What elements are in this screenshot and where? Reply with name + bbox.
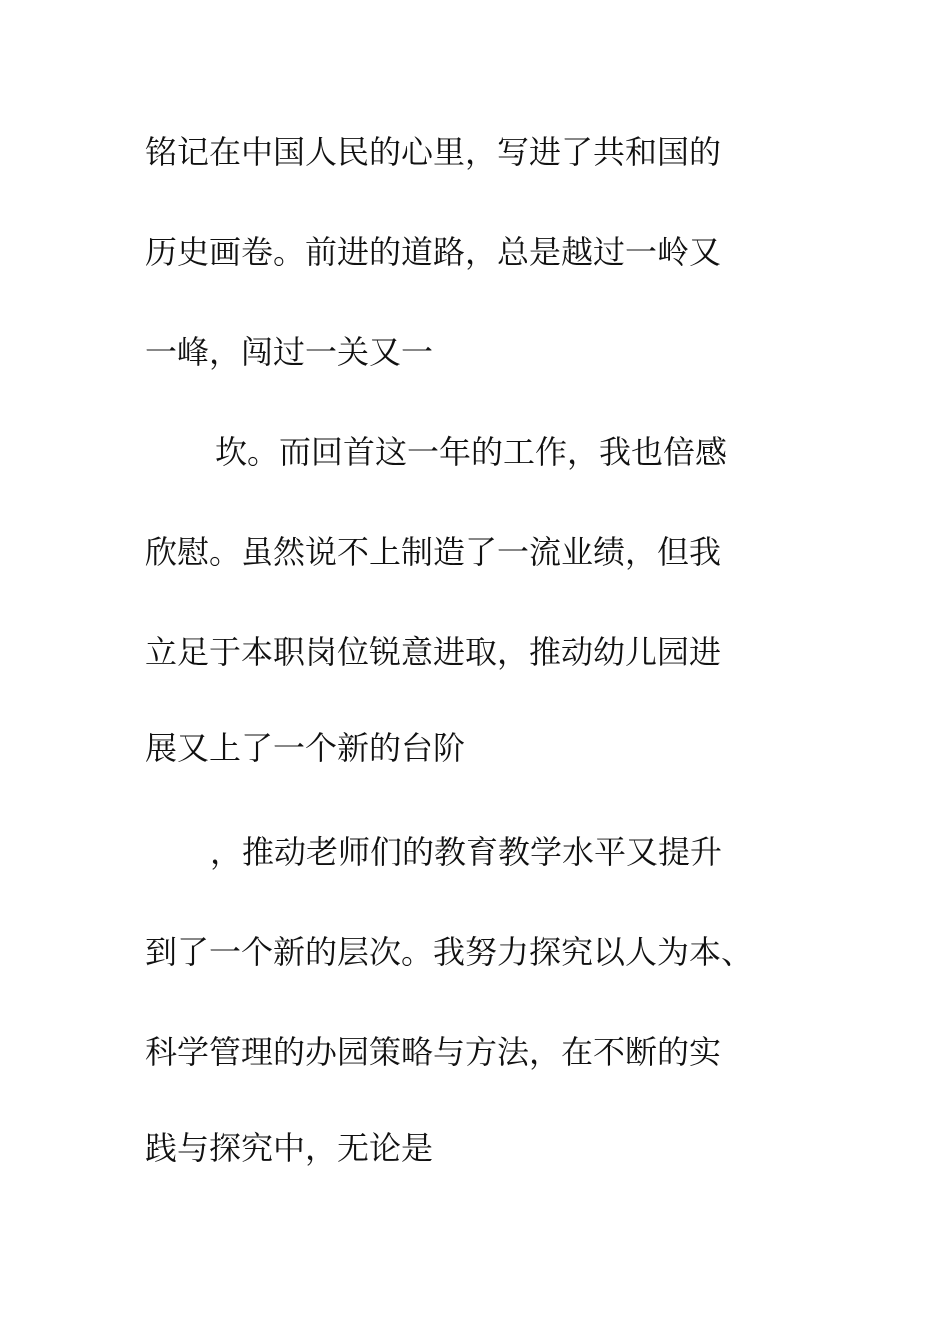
text-line-8: ，推动老师们的教育教学水平又提升: [210, 833, 723, 871]
text-line-10: 科学管理的办园策略与方法，在不断的实: [145, 1033, 722, 1071]
text-line-9: 到了一个新的层次。我努力探究以人为本、: [145, 933, 754, 971]
text-line-2: 历史画卷。前进的道路，总是越过一岭又: [145, 233, 722, 271]
text-line-4: 坎。而回首这一年的工作，我也倍感: [215, 433, 728, 471]
text-line-5: 欣慰。虽然说不上制造了一流业绩，但我: [145, 533, 722, 571]
text-line-7: 展又上了一个新的台阶: [145, 729, 466, 767]
text-line-3: 一峰，闯过一关又一: [145, 333, 434, 371]
text-line-6: 立足于本职岗位锐意进取，推动幼儿园进: [145, 633, 722, 671]
text-line-11: 践与探究中，无论是: [145, 1129, 434, 1167]
text-line-1: 铭记在中国人民的心里，写进了共和国的: [145, 133, 722, 171]
